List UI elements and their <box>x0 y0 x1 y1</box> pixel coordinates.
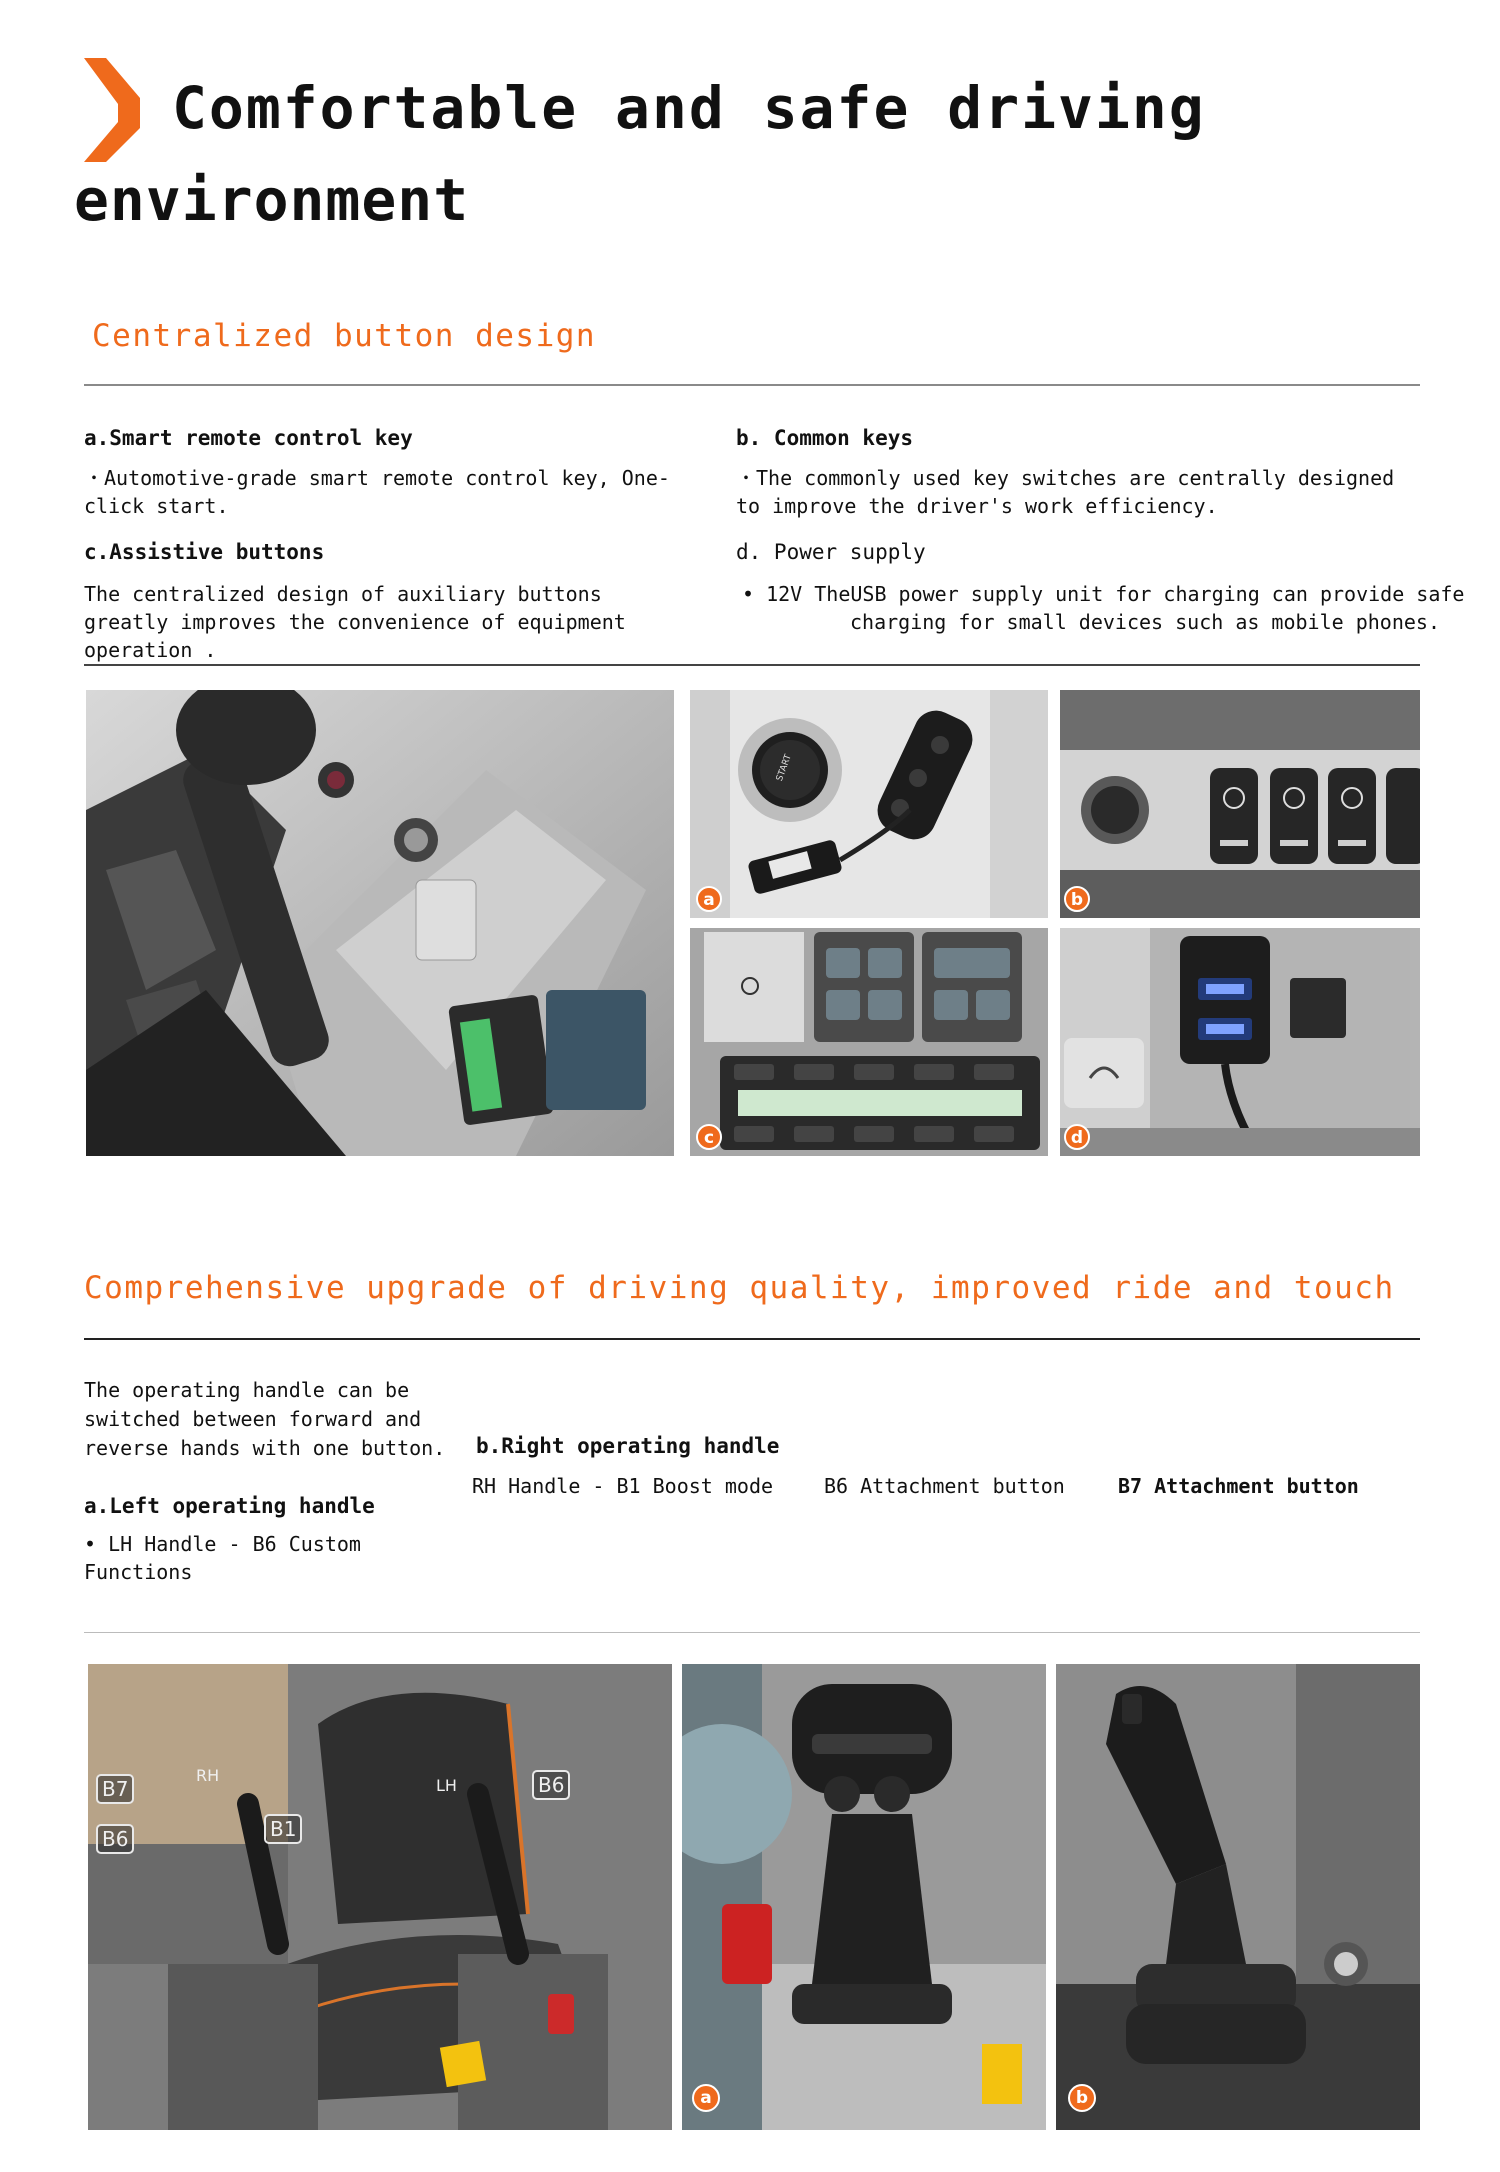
assistive-buttons-photo <box>690 928 1048 1156</box>
common-keys-photo <box>1060 690 1420 918</box>
section-title-driving-quality: Comprehensive upgrade of driving quality, improved ride and touch <box>84 1270 1395 1306</box>
badge-a: a <box>696 886 722 912</box>
chevron-logo-icon <box>84 58 140 162</box>
section-divider <box>84 1632 1420 1633</box>
seat-handles-photo <box>88 1664 672 2130</box>
callout-b7: B7 <box>96 1774 134 1804</box>
rh-boost-text: RH Handle - B1 Boost mode <box>472 1474 774 1498</box>
power-supply-photo <box>1060 928 1420 1156</box>
label-rh: RH <box>196 1766 220 1785</box>
smart-key-heading: a.Smart remote control key <box>84 426 413 450</box>
common-keys-heading: b. Common keys <box>736 426 914 450</box>
badge-c: c <box>696 1124 722 1150</box>
b6-attachment-text: B6 Attachment button <box>824 1474 1065 1498</box>
right-joystick-photo <box>1056 1664 1420 2130</box>
page-title-line2: environment <box>74 166 470 234</box>
callout-b6-right: B6 <box>532 1770 570 1800</box>
assistive-buttons-text: The centralized design of auxiliary buttons greatly improves the convenience of equipment operation . <box>84 582 626 662</box>
console-photo <box>86 690 674 1156</box>
left-joystick-photo <box>682 1664 1046 2130</box>
smart-key-photo <box>690 690 1048 918</box>
right-handle-heading: b.Right operating handle <box>476 1434 780 1458</box>
badge-a: a <box>692 2084 720 2112</box>
badge-b: b <box>1064 886 1090 912</box>
left-handle-heading: a.Left operating handle <box>84 1494 375 1518</box>
power-supply-heading: d. Power supply <box>736 540 926 564</box>
b7-attachment-text: B7 Attachment button <box>1118 1474 1359 1498</box>
badge-b: b <box>1068 2084 1096 2112</box>
smart-key-text: ・Automotive-grade smart remote control key, One-click start. <box>84 466 670 518</box>
power-supply-text-1: • 12V TheUSB power supply unit for charging can provide safe <box>742 582 1465 606</box>
section-divider <box>84 1338 1420 1340</box>
assistive-buttons-heading: c.Assistive buttons <box>84 540 325 564</box>
page-title-line1: Comfortable and safe driving <box>172 74 1206 142</box>
label-lh: LH <box>436 1776 457 1795</box>
handle-intro-text: The operating handle can be switched between forward and reverse hands with one button. <box>84 1378 446 1460</box>
svg-text:START: START <box>774 753 794 783</box>
power-supply-text-2: charging for small devices such as mobile phones. <box>850 610 1441 634</box>
badge-d: d <box>1064 1124 1090 1150</box>
section-divider <box>84 384 1420 386</box>
callout-b1: B1 <box>264 1814 302 1844</box>
callout-b6-left: B6 <box>96 1824 134 1854</box>
common-keys-text: ・The commonly used key switches are centrally designed to improve the driver's work efficiency. <box>736 466 1395 518</box>
section-title-centralized: Centralized button design <box>92 318 597 354</box>
lh-custom-text: • LH Handle - B6 Custom Functions <box>84 1532 361 1584</box>
section-divider <box>84 664 1420 666</box>
